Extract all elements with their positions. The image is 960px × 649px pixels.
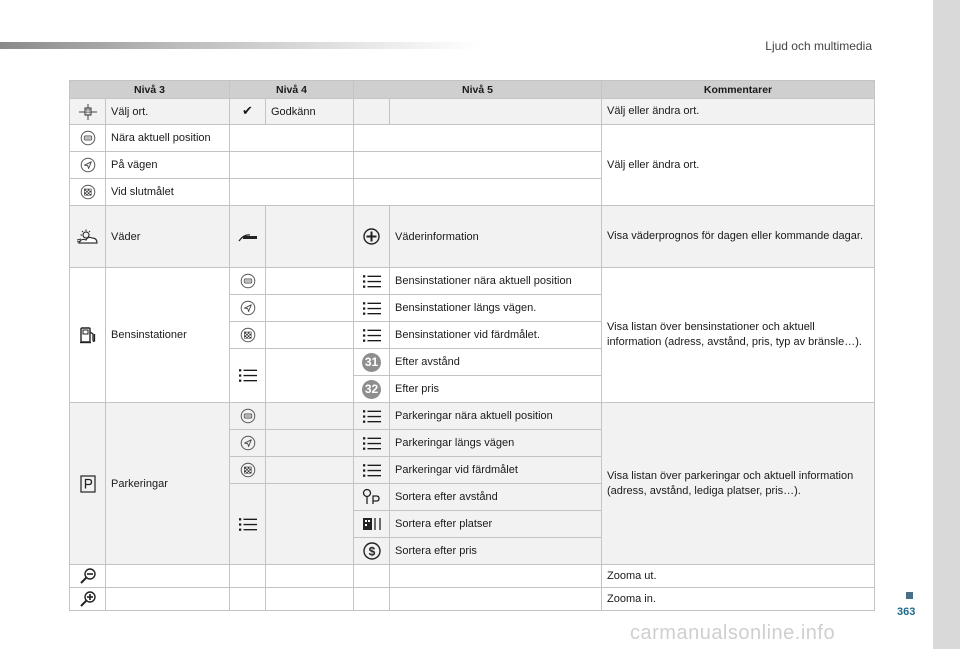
row-sort-distance-label: Efter avstånd	[390, 349, 602, 376]
parking-icon	[80, 475, 96, 493]
row-choose-city-comment: Välj eller ändra ort.	[602, 99, 875, 125]
list-icon	[363, 409, 381, 424]
row-zoom-out-comment: Zooma ut.	[602, 565, 875, 588]
table-row	[70, 268, 875, 295]
weather-info-icon	[363, 228, 380, 245]
row-fuel-stations-label: Bensinstationer	[106, 268, 230, 403]
page-edge-strip	[933, 0, 960, 649]
row-weather-info-label: Väderinformation	[390, 206, 602, 268]
row-near-position-label: Nära aktuell position	[106, 125, 230, 152]
number-badge: 32	[362, 380, 381, 399]
row-parking-comment: Visa listan över parkeringar och aktuell information (adress, avstånd, lediga platser, pris…).	[602, 403, 875, 565]
list-icon	[239, 368, 257, 383]
row-parking-near-label: Parkeringar nära aktuell position	[390, 403, 602, 430]
on-route-icon	[240, 435, 256, 451]
current-position-icon	[80, 130, 96, 146]
row-on-route-label: På vägen	[106, 152, 230, 179]
table-row	[70, 403, 875, 430]
table-row	[70, 206, 875, 268]
row-parking-sort-distance-label: Sortera efter avstånd	[390, 484, 602, 511]
header-level-3: Nivå 3	[70, 81, 230, 99]
parking-spaces-icon	[362, 515, 382, 533]
list-icon	[363, 463, 381, 478]
checkmark-icon: ✔	[242, 103, 253, 118]
row-parking-route-label: Parkeringar längs vägen	[390, 430, 602, 457]
row-parking-destination-label: Parkeringar vid färdmålet	[390, 457, 602, 484]
row-fuel-near-label: Bensinstationer nära aktuell position	[390, 268, 602, 295]
header-decor-bar	[0, 42, 480, 49]
list-icon	[239, 517, 257, 532]
choose-city-icon	[79, 104, 97, 120]
row-fuel-destination-label: Bensinstationer vid färdmålet.	[390, 322, 602, 349]
table-row	[70, 99, 875, 125]
weather-icon	[77, 229, 99, 245]
number-badge: 31	[362, 353, 381, 372]
row-accept-label: Godkänn	[266, 99, 354, 125]
header-level-4: Nivå 4	[230, 81, 354, 99]
weather-select-icon	[238, 231, 258, 243]
watermark-text: carmanualsonline.info	[630, 622, 836, 644]
row-weather-label: Väder	[106, 206, 230, 268]
header-level-5: Nivå 5	[354, 81, 602, 99]
destination-flag-icon	[240, 462, 256, 478]
fuel-station-icon	[79, 326, 97, 344]
current-position-icon	[240, 273, 256, 289]
page-marker	[906, 592, 913, 599]
table-row	[70, 565, 875, 588]
row-parking-label: Parkeringar	[106, 403, 230, 565]
destination-flag-icon	[240, 327, 256, 343]
header-comments: Kommentarer	[602, 81, 875, 99]
page-number: 363	[897, 606, 916, 618]
price-dollar-icon	[363, 542, 381, 560]
navigation-menu-table	[69, 80, 875, 611]
list-icon	[363, 436, 381, 451]
svg-text:$: $	[368, 544, 375, 559]
on-route-icon	[80, 157, 96, 173]
row-parking-sort-spaces-label: Sortera efter platser	[390, 511, 602, 538]
row-fuel-route-label: Bensinstationer längs vägen.	[390, 295, 602, 322]
destination-flag-icon	[80, 184, 96, 200]
on-route-icon	[240, 300, 256, 316]
list-icon	[363, 328, 381, 343]
row-choose-city-label: Välj ort.	[106, 99, 230, 125]
row-sort-price-label: Efter pris	[390, 376, 602, 403]
zoom-in-icon	[79, 591, 97, 607]
list-icon	[363, 274, 381, 289]
table-row	[70, 125, 875, 152]
zoom-out-icon	[79, 568, 97, 584]
row-fuel-comment: Visa listan över bensinstationer och aktuell information (adress, avstånd, pris, typ av bränsle…).	[602, 268, 875, 403]
page-header-title: Ljud och multimedia	[765, 39, 872, 53]
row-weather-comment: Visa väderprognos för dagen eller kommande dagar.	[602, 206, 875, 268]
table-header-row	[70, 81, 875, 99]
row-parking-sort-price-label: Sortera efter pris	[390, 538, 602, 565]
current-position-icon	[240, 408, 256, 424]
list-icon	[363, 301, 381, 316]
row-zoom-in-comment: Zooma in.	[602, 588, 875, 611]
row-city-comment: Välj eller ändra ort.	[602, 125, 875, 206]
row-at-destination-label: Vid slutmålet	[106, 179, 230, 206]
parking-distance-icon	[362, 488, 382, 506]
table-row	[70, 588, 875, 611]
